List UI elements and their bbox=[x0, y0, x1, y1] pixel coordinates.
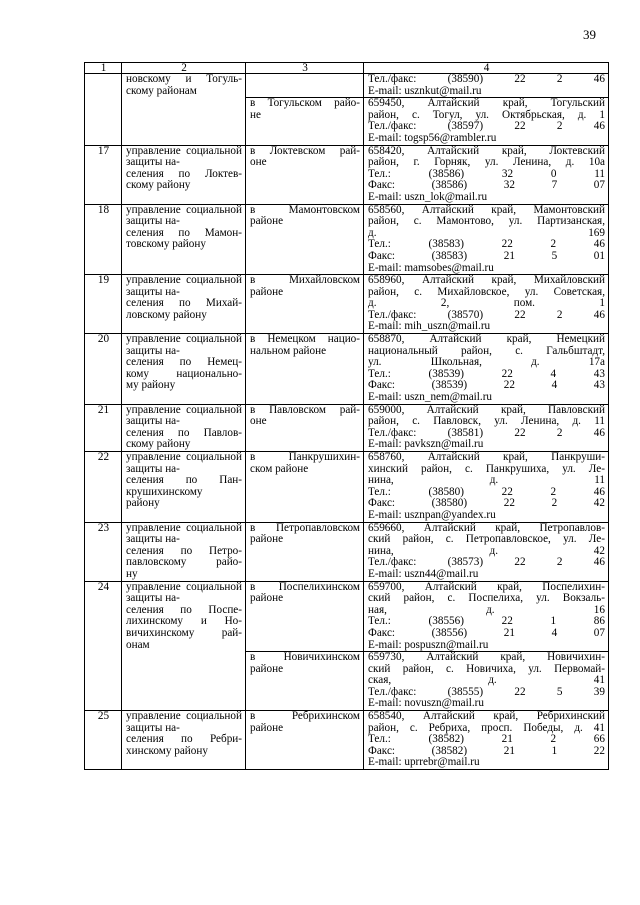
text-line: селения по Петро- bbox=[126, 544, 242, 557]
text-line: товскому району bbox=[126, 238, 206, 251]
organization-cell bbox=[122, 522, 246, 581]
text-line: E-mail: usznkut@mail.ru bbox=[368, 84, 482, 97]
text-line: Факс: (38539) 22 4 43 bbox=[368, 379, 605, 392]
header-col-2: 2 bbox=[122, 63, 246, 74]
table-row bbox=[85, 74, 609, 98]
row-number: 20 bbox=[85, 334, 122, 405]
text-line: Тел.: (38586) 32 0 11 bbox=[368, 167, 605, 180]
text-line: 658560, Алтайский край, Мамонтовский bbox=[368, 203, 605, 216]
header-col-3: 3 bbox=[246, 63, 364, 74]
district-cell bbox=[246, 204, 364, 275]
organization-cell bbox=[122, 74, 246, 146]
text-line: район, с. Мамонтово, ул. Партизанская, bbox=[368, 215, 605, 228]
text-line: в Ребрихинском bbox=[250, 710, 360, 723]
table-header-row bbox=[85, 63, 609, 74]
text-line: в Панкрушихин- bbox=[250, 451, 360, 463]
text-line: управление социальной защиты на- bbox=[126, 333, 242, 357]
text-line: E-mail: uszn_nem@mail.ru bbox=[368, 391, 493, 404]
organization-cell bbox=[122, 404, 246, 451]
text-line: в Локтевском рай- bbox=[250, 144, 360, 157]
text-line: селения по Павлов- bbox=[126, 426, 242, 439]
text-line: ский район, с. Новичиха, ул. Первомай- bbox=[368, 662, 605, 675]
text-line: лихинскому и Но- bbox=[126, 615, 242, 628]
text-line: скому району bbox=[126, 438, 191, 451]
header-col-4: 4 bbox=[364, 63, 609, 74]
text-line: Факс: (38556) 21 4 07 bbox=[368, 626, 605, 639]
text-line: район, с. Ребриха, просп. Победы, д. 41 bbox=[368, 721, 605, 734]
text-line: 658420, Алтайский край, Локтевский bbox=[368, 144, 605, 157]
district-cell bbox=[246, 452, 364, 523]
table-row bbox=[85, 204, 609, 275]
text-line: новскому и Тогуль- bbox=[126, 73, 242, 85]
text-line: E-mail: mamsobes@mail.ru bbox=[368, 261, 494, 274]
row-number: 22 bbox=[85, 452, 122, 523]
contact-cell bbox=[364, 652, 609, 711]
text-line: ский район, с. Петропавловское, ул. Ле- bbox=[368, 533, 605, 546]
organization-cell bbox=[122, 204, 246, 275]
text-line: 659000, Алтайский край, Павловский bbox=[368, 403, 605, 416]
district-cell bbox=[246, 404, 364, 451]
text-line: ловскому району bbox=[126, 308, 207, 321]
text-line: кому национально- bbox=[126, 367, 242, 380]
text-line: павловскому райо- bbox=[126, 556, 242, 569]
text-line: управление социальной защиты на- bbox=[126, 144, 242, 169]
contact-cell bbox=[364, 334, 609, 405]
text-line: нина, д. 42 bbox=[368, 544, 605, 557]
contact-cell bbox=[364, 145, 609, 204]
text-line: районе bbox=[250, 285, 284, 298]
table-row bbox=[85, 404, 609, 451]
text-line: E-mail: uprrebr@mail.ru bbox=[368, 756, 480, 769]
text-line: онам bbox=[126, 638, 150, 651]
text-line: 658760, Алтайский край, Панкруши- bbox=[368, 451, 605, 463]
district-cell bbox=[246, 581, 364, 652]
text-line: управление социальной защиты на- bbox=[126, 710, 242, 734]
organization-cell bbox=[122, 334, 246, 405]
text-line: 659730, Алтайский край, Новичихин- bbox=[368, 651, 605, 664]
text-line: Тел.: (38580) 22 2 46 bbox=[368, 485, 605, 498]
text-line: селения по Немец- bbox=[126, 356, 242, 369]
text-line: 659700, Алтайский край, Поспелихин- bbox=[368, 580, 605, 593]
text-line: в Поспелихинском bbox=[250, 580, 360, 593]
district-cell bbox=[246, 711, 364, 770]
contact-cell bbox=[364, 74, 609, 98]
text-line: оне bbox=[250, 156, 267, 169]
text-line: в Михайловском bbox=[250, 274, 360, 287]
text-line: ском районе bbox=[250, 462, 309, 475]
organization-cell bbox=[122, 711, 246, 770]
text-line: селения по Михай- bbox=[126, 297, 242, 310]
text-line: национальный район, с. Гальбштадт, bbox=[368, 344, 605, 357]
text-line: скому району bbox=[126, 179, 191, 192]
text-line: район, с. Михайловское, ул. Советская, bbox=[368, 285, 605, 298]
text-line: E-mail: uszn_lok@mail.ru bbox=[368, 190, 488, 203]
text-line: E-mail: mih_uszn@mail.ru bbox=[368, 320, 491, 333]
text-line: нина, д. 11 bbox=[368, 474, 605, 487]
text-line: д. 2, пом. 1 bbox=[368, 297, 605, 310]
district-cell bbox=[246, 522, 364, 581]
organization-cell bbox=[122, 581, 246, 711]
text-line: 659660, Алтайский край, Петропавлов- bbox=[368, 521, 605, 534]
text-line: Тел./факс: (38555) 22 5 39 bbox=[368, 685, 605, 698]
text-line: районе bbox=[250, 721, 284, 734]
text-line: управление социальной защиты на- bbox=[126, 403, 242, 428]
district-cell bbox=[246, 334, 364, 405]
row-number: 17 bbox=[85, 145, 122, 204]
table-row bbox=[85, 275, 609, 334]
offices-table-body bbox=[85, 63, 609, 770]
text-line: селения по Пан- bbox=[126, 474, 242, 487]
text-line: E-mail: pavkszn@mail.ru bbox=[368, 438, 484, 451]
text-line: E-mail: novuszn@mail.ru bbox=[368, 697, 484, 710]
row-number: 19 bbox=[85, 275, 122, 334]
text-line: районе bbox=[250, 533, 284, 546]
row-number: 24 bbox=[85, 581, 122, 711]
text-line: Тел.: (38556) 22 1 86 bbox=[368, 615, 605, 628]
text-line: хинскому району bbox=[126, 744, 208, 757]
text-line: в Новичихинском bbox=[250, 651, 360, 664]
row-number: 25 bbox=[85, 711, 122, 770]
row-number: 23 bbox=[85, 522, 122, 581]
text-line: район, с. Павловск, ул. Ленина, д. 11 bbox=[368, 415, 605, 428]
text-line: в Петропавловском bbox=[250, 521, 360, 534]
text-line: E-mail: uszn44@mail.ru bbox=[368, 567, 479, 580]
text-line: селения по Мамон- bbox=[126, 226, 242, 239]
contact-cell bbox=[364, 404, 609, 451]
text-line: селения по Ребри- bbox=[126, 733, 242, 746]
text-line: Факс: (38586) 32 7 07 bbox=[368, 179, 605, 192]
organization-cell bbox=[122, 452, 246, 523]
text-line: районе bbox=[250, 592, 284, 605]
text-line: 658540, Алтайский край, Ребрихинский bbox=[368, 710, 605, 723]
text-line: ская, д. 41 bbox=[368, 674, 605, 687]
page-number: 39 bbox=[583, 27, 596, 42]
row-number: 18 bbox=[85, 204, 122, 275]
contact-cell bbox=[364, 452, 609, 523]
contact-cell bbox=[364, 581, 609, 652]
text-line: селения по Поспе- bbox=[126, 603, 242, 616]
text-line: крушихинскому bbox=[126, 485, 203, 498]
table-row bbox=[85, 581, 609, 652]
text-line: д. 169 bbox=[368, 226, 605, 239]
text-line: E-mail: usznpan@yandex.ru bbox=[368, 508, 496, 521]
text-line: 659450, Алтайский край, Тогульский bbox=[368, 97, 605, 110]
text-line: Тел./факс: (38581) 22 2 46 bbox=[368, 426, 605, 439]
text-line: не bbox=[250, 108, 261, 121]
contact-cell bbox=[364, 98, 609, 145]
district-cell bbox=[246, 145, 364, 204]
text-line: ский район, с. Поспелиха, ул. Вокзаль- bbox=[368, 592, 605, 605]
text-line: Тел./факс: (38573) 22 2 46 bbox=[368, 556, 605, 569]
district-cell bbox=[246, 74, 364, 98]
text-line: в Мамонтовском bbox=[250, 203, 360, 216]
text-line: вичихинскому рай- bbox=[126, 626, 242, 639]
text-line: в Немецком нацио- bbox=[250, 333, 360, 346]
table-row bbox=[85, 145, 609, 204]
text-line: Тел.: (38582) 21 2 66 bbox=[368, 733, 605, 746]
text-line: ну bbox=[126, 567, 138, 580]
table-row bbox=[85, 711, 609, 770]
contact-cell bbox=[364, 204, 609, 275]
text-line: району bbox=[126, 497, 160, 510]
text-line: район, с. Тогул, ул. Октябрьская, д. 1 bbox=[368, 108, 605, 121]
text-line: управление социальной защиты на- bbox=[126, 203, 242, 228]
text-line: Тел.: (38583) 22 2 46 bbox=[368, 238, 605, 251]
text-line: E-mail: togsp56@rambler.ru bbox=[368, 131, 497, 144]
text-line: Тел./факс: (38570) 22 2 46 bbox=[368, 308, 605, 321]
organization-cell bbox=[122, 145, 246, 204]
text-line: му району bbox=[126, 379, 176, 392]
text-line: Факс: (38583) 21 5 01 bbox=[368, 249, 605, 262]
text-line: E-mail: pospuszn@mail.ru bbox=[368, 638, 489, 651]
text-line: оне bbox=[250, 415, 267, 428]
text-line: Тел./факс: (38590) 22 2 46 bbox=[368, 73, 605, 85]
offices-table bbox=[84, 62, 609, 770]
text-line: Тел.: (38539) 22 4 43 bbox=[368, 367, 605, 380]
text-line: ул. Школьная, д. 17а bbox=[368, 356, 605, 369]
text-line: районе bbox=[250, 662, 284, 675]
table-row bbox=[85, 522, 609, 581]
text-line: управление социальной защиты на- bbox=[126, 451, 242, 475]
row-number: 21 bbox=[85, 404, 122, 451]
text-line: управление социальной защиты на- bbox=[126, 521, 242, 546]
district-cell bbox=[246, 98, 364, 145]
text-line: районе bbox=[250, 215, 284, 228]
organization-cell bbox=[122, 275, 246, 334]
text-line: 658870, Алтайский край, Немецкий bbox=[368, 333, 605, 346]
district-cell bbox=[246, 652, 364, 711]
header-col-1: 1 bbox=[85, 63, 122, 74]
table-row bbox=[85, 334, 609, 405]
text-line: район, г. Горняк, ул. Ленина, д. 10а bbox=[368, 156, 605, 169]
text-line: в Тогульском райо- bbox=[250, 97, 360, 110]
text-line: хинский район, с. Панкрушиха, ул. Ле- bbox=[368, 462, 605, 475]
contact-cell bbox=[364, 711, 609, 770]
text-line: 658960, Алтайский край, Михайловский bbox=[368, 274, 605, 287]
text-line: управление социальной защиты на- bbox=[126, 274, 242, 298]
contact-cell bbox=[364, 522, 609, 581]
text-line: Тел./факс: (38597) 22 2 46 bbox=[368, 120, 605, 133]
text-line: скому районам bbox=[126, 84, 197, 97]
text-line: управление социальной защиты на- bbox=[126, 580, 242, 605]
text-line: ная, д. 16 bbox=[368, 603, 605, 616]
text-line: Факс: (38582) 21 1 22 bbox=[368, 744, 605, 757]
text-line: в Павловском рай- bbox=[250, 403, 360, 416]
district-cell bbox=[246, 275, 364, 334]
text-line: нальном районе bbox=[250, 344, 327, 357]
row-number bbox=[85, 74, 122, 146]
table-row bbox=[85, 452, 609, 523]
text-line: Факс: (38580) 22 2 42 bbox=[368, 497, 605, 510]
contact-cell bbox=[364, 275, 609, 334]
text-line: селения по Локтев- bbox=[126, 167, 242, 180]
